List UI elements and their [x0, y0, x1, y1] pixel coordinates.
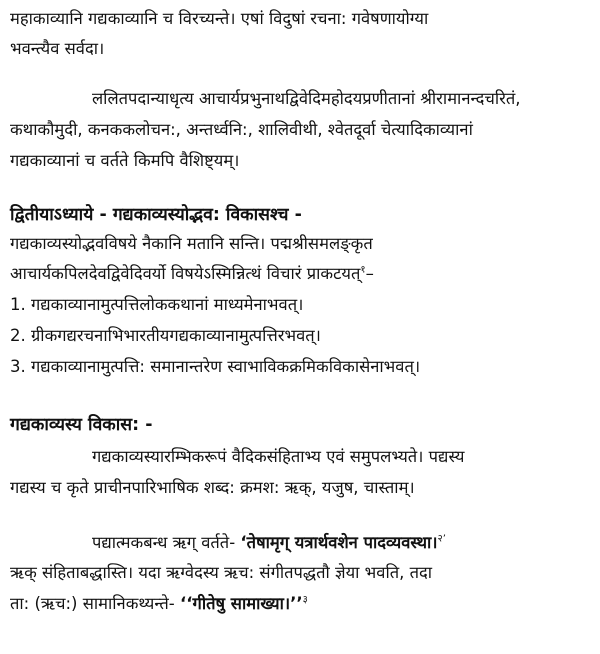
list-item-number: 3. [10, 357, 26, 376]
section-heading-origin: द्वितीयाऽध्याये - गद्यकाव्यस्योद्भव: विकासश्च - [10, 205, 302, 225]
paragraph-2-line-1: ललितपदान्याधृत्य आचार्यप्रभुनाथद्विवेदिमहोदयप्रणीतानां श्रीरामानन्दचरितं, [92, 89, 521, 108]
section-1-line-1: गद्यकाव्यस्योद्भवविषये नैकानि मतानि सन्ति। पद्मश्रीसमलङ्कृत [10, 234, 373, 253]
paragraph-2-line-2: कथाकौमुदी, कनककलोचन:, अन्तर्ध्वनि:, शालिवीथी, श्वेतदूर्वा चेत्यादिकाव्यानां [10, 120, 473, 139]
list-item [10, 325, 592, 347]
list-item-text: ग्रीकगद्यरचनाभिभारतीयगद्यकाव्यानामुत्पत्तिरभवत्। [31, 326, 321, 345]
section-2-line-4: ऋक् संहिताबद्धास्ति। यदा ऋग्वेदस्य ऋच: संगीतपद्धतौ ज्ञेया भवति, तदा [10, 563, 433, 582]
section-2-line-5 [10, 593, 592, 615]
section-2-line-1: गद्यकाव्यस्यारम्भिकरूपं वैदिकसंहिताभ्य एवं समुपलभ्यते। पद्यस्य [92, 447, 465, 466]
list-item-number: 2. [10, 326, 26, 345]
paragraph-1-line-2: भवन्त्यैव सर्वदा। [10, 39, 105, 58]
quote-sama: ‘‘गीतेषु सामाख्या।’’ [180, 594, 303, 613]
section-2-line-3-text: पद्यात्मकबन्ध ऋग् वर्तते- [92, 533, 236, 552]
quote-nirukta: ‘तेषामृग् यत्रार्थवशेन पादव्यवस्था। [240, 533, 438, 552]
footnote-marker-1: १ [360, 264, 366, 276]
section-2-line-2: गद्यस्य च कृते प्राचीनपारिभाषिक शब्द: क्रमश: ऋक्, यजुष, चास्ताम्। [10, 478, 415, 497]
section-1-line-2-dash: – [365, 264, 374, 283]
list-item [10, 356, 592, 378]
section-1-line-2-text: आचार्यकपिलदेवद्विवेदिवर्यो विषयेऽस्मिन्नित्थं विचारं प्राकटयत् [10, 264, 361, 283]
section-1-line-2 [10, 263, 592, 285]
paragraph-1-line-1: महाकाव्यानि गद्यकाव्यानि च विरच्यन्ते। एषां विदुषां रचना: गवेषणायोग्या [10, 9, 429, 28]
section-2-line-5-text: ता: (ऋच:) सामानिकथ्यन्ते- [10, 594, 175, 613]
section-heading-development: गद्यकाव्यस्य विकास: - [10, 415, 153, 435]
list-item-text: गद्यकाव्यानामुत्पत्तिलोककथानां माध्यमेनाभवत्। [31, 295, 304, 314]
paragraph-2-line-3: गद्यकाव्यानां च वर्तते किमपि वैशिष्ट्यम्। [10, 151, 240, 170]
list-item-text: गद्यकाव्यानामुत्पत्ति: समानान्तरेण स्वाभाविकक्रमिकविकासेनाभवत्। [31, 357, 421, 376]
section-2-line-3 [92, 532, 592, 554]
list-item-number: 1. [10, 295, 26, 314]
footnote-marker-2: २’ [437, 533, 446, 545]
list-item [10, 294, 592, 316]
footnote-marker-3: ३ [302, 594, 308, 606]
